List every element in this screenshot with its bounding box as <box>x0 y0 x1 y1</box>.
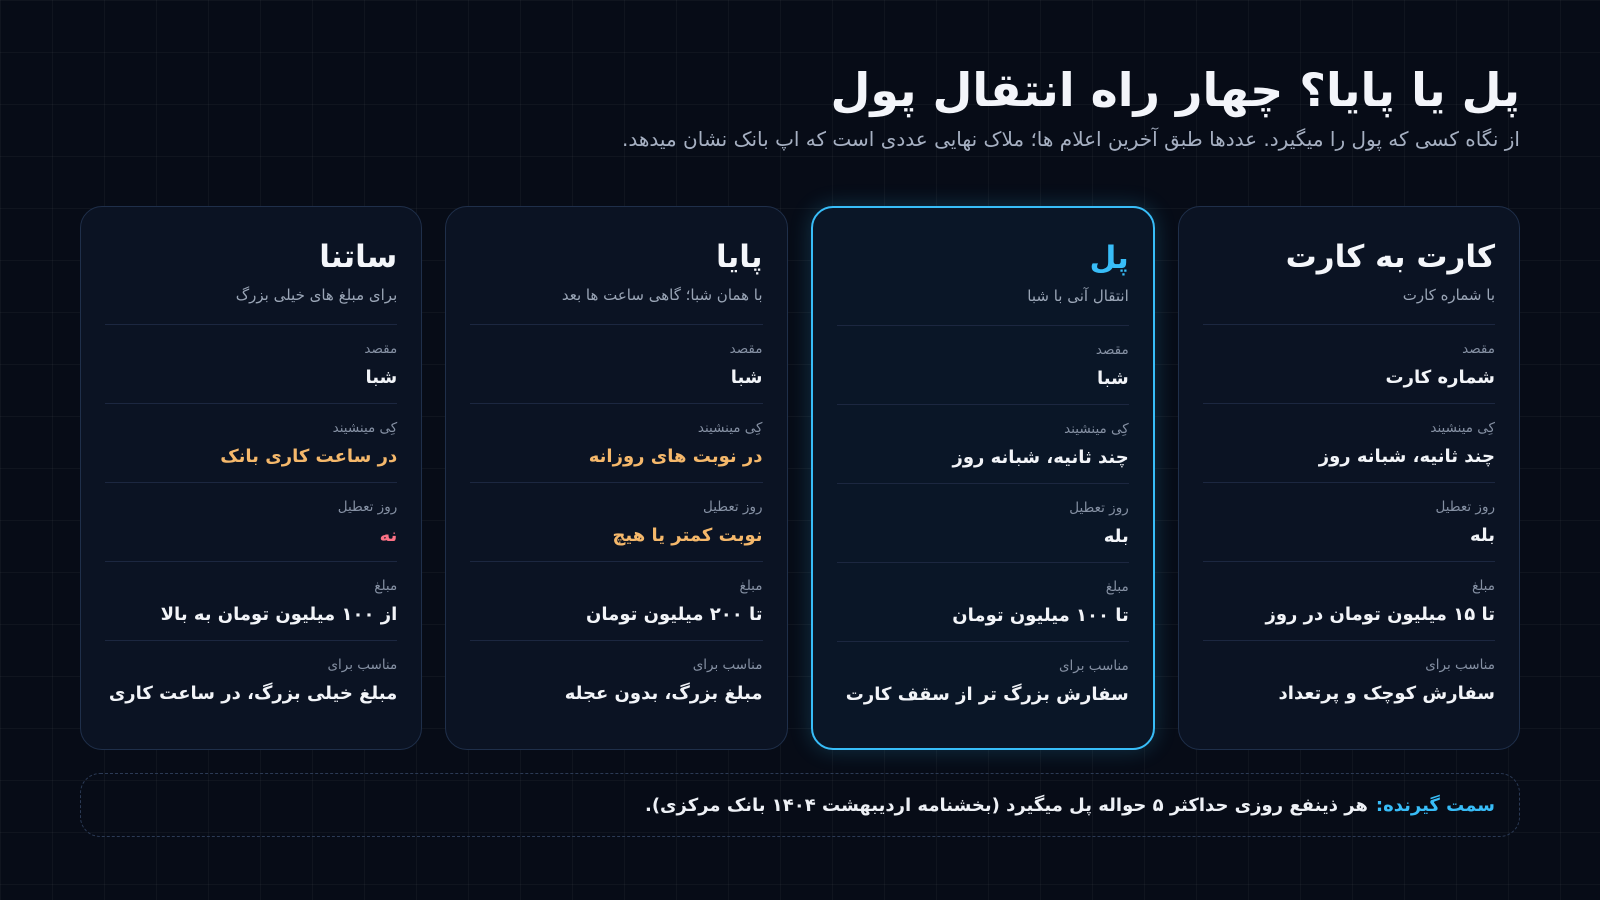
row-label: مناسب برای <box>1058 658 1129 675</box>
row-label: مبلغ <box>1105 579 1129 596</box>
row-value: در ساعت کاری بانک <box>220 445 398 467</box>
card-card-to-card <box>1178 206 1520 750</box>
row-value: بله <box>1103 525 1129 547</box>
row-label: مبلغ <box>739 578 763 595</box>
row-holiday <box>837 484 1129 563</box>
row-value: شبا <box>365 366 398 388</box>
row-value: در نوبت های روزانه <box>588 445 763 467</box>
row-label: کِی مینشیند <box>1430 420 1495 437</box>
note-text: هر ذینفع روزی حداکثر ۵ حواله پل میگیرد (بخشنامه اردیبهشت ۱۴۰۴ بانک مرکزی). <box>644 794 1368 816</box>
row-label: مقصد <box>729 341 763 358</box>
row-settlement-time <box>105 404 397 483</box>
row-label: روز تعطیل <box>337 499 398 516</box>
row-suitable-for <box>105 641 397 720</box>
row-amount <box>105 562 397 641</box>
row-value: سفارش کوچک و پرتعداد <box>1278 682 1495 704</box>
row-amount <box>470 562 762 641</box>
row-value: تا ۲۰۰ میلیون تومان <box>586 603 763 625</box>
row-label: مبلغ <box>1472 578 1495 595</box>
card-subtitle: انتقال آنی با شبا <box>837 286 1129 326</box>
row-holiday <box>470 483 762 562</box>
row-label: مناسب برای <box>692 657 763 674</box>
page-title: پل یا پایا؟ چهار راه انتقال پول <box>830 63 1520 117</box>
row-value: تا ۱۰۰ میلیون تومان <box>952 604 1129 626</box>
row-label: کِی مینشیند <box>1064 421 1129 438</box>
row-value: شماره کارت <box>1385 366 1495 388</box>
row-label: مقصد <box>364 341 398 358</box>
card-title: پل <box>1089 240 1129 276</box>
row-destination <box>470 325 762 404</box>
card-title: پایا <box>715 239 763 275</box>
row-settlement-time <box>470 404 762 483</box>
card-title: ساتنا <box>319 239 398 275</box>
row-value: چند ثانیه، شبانه روز <box>1318 445 1495 467</box>
row-amount <box>837 563 1129 642</box>
card-subtitle: برای مبلغ های خیلی بزرگ <box>105 285 397 325</box>
row-value: شبا <box>730 366 763 388</box>
row-destination <box>105 325 397 404</box>
row-value: نوبت کمتر یا هیچ <box>612 524 763 546</box>
row-value: شبا <box>1096 367 1129 389</box>
row-settlement-time <box>837 405 1129 484</box>
row-label: مناسب برای <box>1425 657 1495 674</box>
row-holiday <box>1203 483 1495 562</box>
row-label: کِی مینشیند <box>332 420 398 437</box>
page-subtitle: از نگاه کسی که پول را میگیرد. عددها طبق آخرین اعلام ها؛ ملاک نهایی عددی است که اپ بانک نشان میدهد. <box>622 126 1520 151</box>
row-amount <box>1203 562 1495 641</box>
row-label: کِی مینشیند <box>697 420 763 437</box>
card-paya <box>445 206 787 750</box>
row-suitable-for <box>837 642 1129 721</box>
receiver-note <box>80 773 1520 837</box>
row-label: مناسب برای <box>327 657 398 674</box>
row-label: مقصد <box>1462 341 1495 358</box>
row-label: مقصد <box>1095 342 1129 359</box>
row-value: چند ثانیه، شبانه روز <box>952 446 1129 468</box>
row-value: مبلغ خیلی بزرگ، در ساعت کاری <box>108 682 398 704</box>
row-destination <box>1203 325 1495 404</box>
row-value: سفارش بزرگ تر از سقف کارت <box>845 683 1129 705</box>
note-label: سمت گیرنده: <box>1375 794 1495 816</box>
row-label: روز تعطیل <box>1435 499 1495 516</box>
row-value: بله <box>1469 524 1495 546</box>
card-satna <box>80 206 422 750</box>
row-holiday <box>105 483 397 562</box>
row-value: نه <box>379 524 398 546</box>
row-label: روز تعطیل <box>703 499 763 516</box>
card-pol <box>811 206 1155 750</box>
card-title: کارت به کارت <box>1285 239 1495 275</box>
header <box>80 62 1520 152</box>
row-value: مبلغ بزرگ، بدون عجله <box>564 682 763 704</box>
row-destination <box>837 326 1129 405</box>
card-subtitle: با همان شبا؛ گاهی ساعت ها بعد <box>470 285 762 325</box>
row-settlement-time <box>1203 404 1495 483</box>
row-suitable-for <box>1203 641 1495 720</box>
row-suitable-for <box>470 641 762 720</box>
comparison-cards <box>80 206 1520 750</box>
row-label: مبلغ <box>374 578 398 595</box>
row-value: از ۱۰۰ میلیون تومان به بالا <box>160 603 398 625</box>
row-value: تا ۱۵ میلیون تومان در روز <box>1265 603 1495 625</box>
row-label: روز تعطیل <box>1069 500 1129 517</box>
card-subtitle: با شماره کارت <box>1203 285 1495 325</box>
